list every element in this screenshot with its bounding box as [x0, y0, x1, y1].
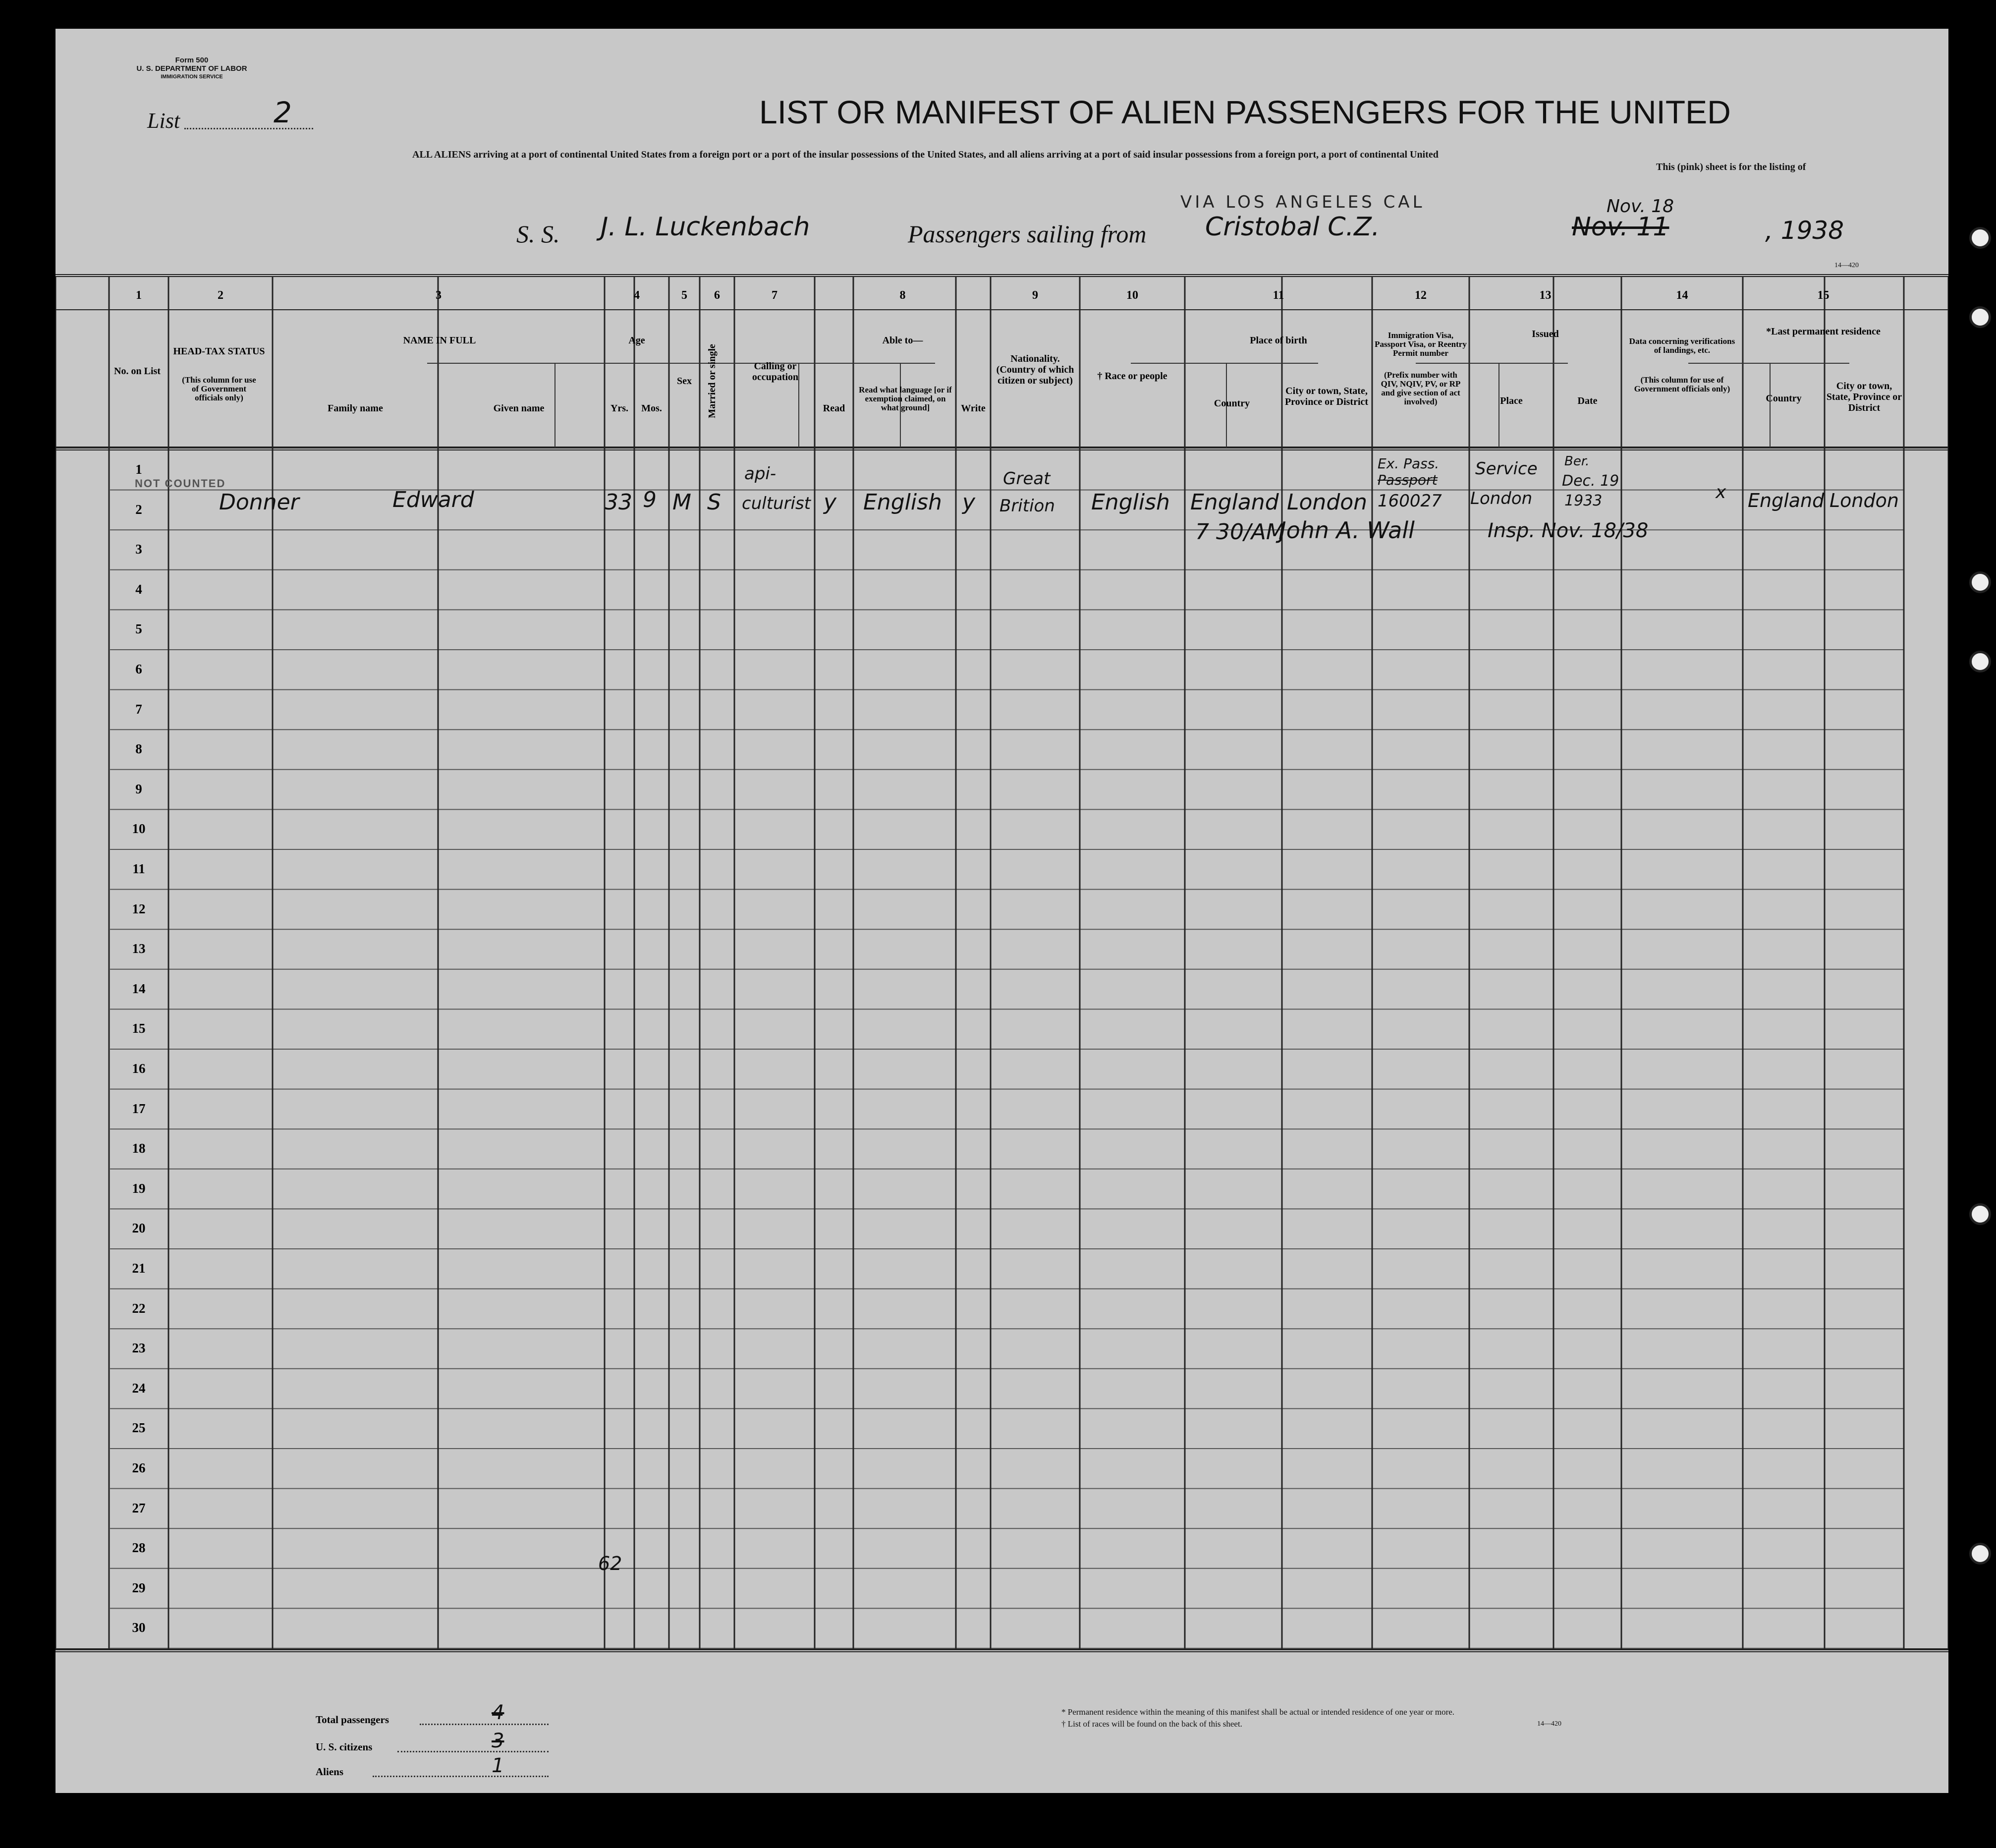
- row-number: 6: [135, 662, 142, 676]
- form-line: IMMIGRATION SERVICE: [161, 74, 223, 80]
- aliens-value: 1: [492, 1754, 504, 1777]
- col-number: 15: [1817, 289, 1830, 302]
- row-number: 9: [135, 781, 142, 796]
- row-number: 27: [132, 1500, 146, 1515]
- row-number: 26: [132, 1460, 146, 1475]
- list-line: [184, 128, 313, 129]
- visa-line-1: Ex. Pass.: [1378, 455, 1440, 472]
- total-passengers-label: Total passengers: [316, 1714, 389, 1726]
- footnote-races: † List of races will be found on the back of this sheet.: [1061, 1719, 1242, 1729]
- footer-code: 14—420: [1537, 1720, 1561, 1728]
- manifest-grid: [55, 274, 1948, 1681]
- verification-mark: x: [1716, 482, 1726, 503]
- header-yrs: Yrs.: [610, 403, 629, 414]
- ship-name: J. L. Luckenbach: [601, 212, 810, 242]
- row-number: 19: [132, 1180, 146, 1196]
- header-family-name: Family name: [328, 403, 383, 414]
- us-citizens-dots: [397, 1751, 549, 1752]
- aliens-dots: [373, 1776, 549, 1777]
- header-res-city: City or town, State, Province or District: [1826, 381, 1902, 413]
- header-issued-place: Place: [1500, 395, 1523, 406]
- col-number: 6: [714, 289, 720, 302]
- occupation-line-2: culturist: [742, 494, 811, 513]
- head-tax-stamp: NOT COUNTED: [135, 477, 226, 490]
- birth-city: London: [1287, 490, 1368, 515]
- marital-status: S: [707, 490, 721, 515]
- inspector-signature: John A. Wall: [1279, 517, 1415, 544]
- visa-line-2: Passport: [1378, 472, 1438, 488]
- header-birth-country: Country: [1214, 398, 1250, 409]
- issued-date-line-1: Ber.: [1564, 454, 1590, 469]
- header-write: Write: [961, 403, 986, 414]
- arrival-note: Nov. 18: [1607, 196, 1674, 217]
- row-number: 1: [135, 462, 142, 477]
- header-birth-city: City or town, State, Province or District: [1284, 386, 1369, 407]
- list-label: List: [147, 109, 180, 133]
- header-calling: Calling or occupation: [752, 361, 799, 383]
- row-number: 21: [132, 1261, 146, 1276]
- header-nationality: Nationality. (Country of which citizen or subject): [996, 353, 1074, 386]
- subtitle-right: This (pink) sheet is for the listing of: [1656, 162, 1806, 172]
- col-number: 7: [772, 289, 777, 302]
- binder-hole: [1969, 1543, 1991, 1565]
- header-married: Married or single: [707, 344, 718, 418]
- header-place-of-birth: Place of birth: [1250, 335, 1307, 346]
- form-line: U. S. DEPARTMENT OF LABOR: [136, 64, 247, 73]
- row-number: 12: [132, 901, 146, 916]
- header-read-language: Read what language [or if exemption claimed, on what ground]: [859, 385, 952, 412]
- row-number: 25: [132, 1420, 146, 1436]
- col-number: 8: [899, 289, 906, 302]
- us-citizens-value: 3: [492, 1730, 504, 1752]
- binder-hole: [1969, 1203, 1991, 1225]
- visa-line-3: 160027: [1378, 491, 1442, 511]
- binder-hole: [1969, 306, 1991, 328]
- page-mark: 62: [598, 1553, 622, 1574]
- aliens-label: Aliens: [316, 1766, 344, 1778]
- race: English: [1091, 490, 1170, 515]
- col-number: 13: [1539, 289, 1552, 302]
- total-passengers-value: 4: [492, 1701, 504, 1724]
- row-number: 30: [132, 1620, 146, 1635]
- ship-prefix: S. S.: [516, 220, 560, 248]
- issued-date-line-2: Dec. 19: [1562, 472, 1619, 490]
- header-no-on-list: No. on List: [114, 366, 161, 377]
- header-read: Read: [823, 403, 845, 414]
- row-number: 20: [132, 1221, 146, 1236]
- header-visa: Immigration Visa, Passport Visa, or Reentry Permit number: [1375, 331, 1467, 358]
- given-name: Edward: [392, 487, 474, 512]
- read-language: English: [863, 490, 942, 515]
- sailing-date: Nov. 11: [1572, 212, 1669, 242]
- arrival-time-annotation: 7 30/AM: [1195, 519, 1285, 545]
- header-issued: Issued: [1532, 329, 1559, 339]
- binder-hole: [1969, 651, 1991, 672]
- row-number: 2: [135, 502, 142, 517]
- via-note: VIA LOS ANGELES CAL: [1180, 192, 1425, 212]
- row-number: 16: [132, 1061, 146, 1076]
- list-number: 2: [274, 96, 292, 129]
- nationality-line-1: Great: [1003, 469, 1051, 489]
- us-citizens-label: U. S. citizens: [316, 1741, 373, 1753]
- row-number: 4: [135, 581, 142, 597]
- col-number: 4: [634, 289, 640, 302]
- col-number: 11: [1273, 289, 1284, 302]
- residence-city: London: [1830, 490, 1899, 511]
- header-able-to: Able to—: [882, 335, 923, 346]
- header-data-concerning: Data concerning verifications of landings, etc.: [1629, 336, 1735, 355]
- footnotes: [1061, 1706, 1454, 1730]
- row-number: 15: [132, 1021, 146, 1036]
- subtitle: ALL ALIENS arriving at a port of continental United States from a foreign port or a port of the insular possessions of the United States, and all aliens arriving at a port of said insular possessions from a foreign port, a port of continental United: [412, 149, 1439, 160]
- nationality-line-2: Brition: [999, 496, 1055, 516]
- row-number: 23: [132, 1341, 146, 1356]
- row-number: 8: [135, 741, 142, 757]
- col-number: 12: [1415, 289, 1427, 302]
- row-number: 3: [135, 542, 142, 557]
- header-sex: Sex: [677, 376, 692, 387]
- header-race: † Race or people: [1097, 371, 1167, 382]
- sailing-label: Passengers sailing from: [908, 220, 1147, 248]
- can-read: y: [824, 490, 837, 515]
- row-number: 7: [135, 701, 142, 717]
- col-number: 1: [136, 289, 142, 302]
- sailing-year: , 1938: [1765, 216, 1844, 245]
- header-name-in-full: NAME IN FULL: [403, 335, 476, 346]
- row-number: 14: [132, 981, 146, 996]
- col-number: 2: [218, 289, 223, 302]
- header-age: Age: [628, 335, 645, 346]
- row-number: 17: [132, 1101, 146, 1116]
- row-number: 10: [132, 821, 146, 837]
- issued-date-line-3: 1933: [1564, 492, 1603, 509]
- row-number: 18: [132, 1141, 146, 1156]
- manifest-sheet: [55, 29, 1948, 1793]
- row-number: 24: [132, 1380, 146, 1396]
- header-res-country: Country: [1766, 393, 1802, 404]
- row-number: 11: [132, 861, 145, 876]
- footnote-residence: * Permanent residence within the meaning of this manifest shall be actual or intended residence of one year or more.: [1061, 1707, 1455, 1717]
- page-title: LIST OR MANIFEST OF ALIEN PASSENGERS FOR THE UNITED: [759, 94, 1731, 130]
- row-number: 5: [135, 621, 142, 637]
- header-given-name: Given name: [493, 403, 545, 414]
- header-data-note: (This column for use of Government officials only): [1634, 375, 1730, 393]
- header-head-tax-note: (This column for use of Government officials only): [182, 375, 256, 402]
- header-mos: Mos.: [641, 403, 662, 414]
- header-head-tax: HEAD-TAX STATUS: [173, 346, 265, 357]
- family-name: Donner: [219, 490, 299, 515]
- col-number: 9: [1032, 289, 1038, 302]
- header-last-residence: *Last permanent residence: [1766, 326, 1881, 337]
- issued-place-line-2: London: [1470, 489, 1533, 508]
- form-header: [110, 56, 274, 81]
- sex: M: [672, 490, 691, 515]
- row-number: 29: [132, 1580, 146, 1595]
- can-write: y: [962, 490, 976, 515]
- header-visa-note: (Prefix number with QIV, NQIV, PV, or RP and give section of act involved): [1381, 370, 1461, 406]
- col-number: 10: [1126, 289, 1138, 302]
- total-passengers-dots: [420, 1724, 549, 1725]
- form-line: Form 500: [175, 56, 209, 64]
- issued-place-line-1: Service: [1475, 459, 1538, 479]
- age-years: 33: [605, 490, 632, 515]
- binder-hole: [1969, 227, 1991, 249]
- age-months: 9: [643, 487, 657, 512]
- inspection-annotation: Insp. Nov. 18/38: [1488, 519, 1649, 542]
- residence-country: England: [1748, 490, 1825, 511]
- birth-country: England: [1190, 490, 1279, 515]
- row-number: 13: [132, 941, 146, 956]
- stub-code: 14—420: [1834, 262, 1859, 269]
- col-number: 5: [681, 289, 687, 302]
- sailing-port: Cristobal C.Z.: [1205, 212, 1380, 242]
- header-issued-date: Date: [1577, 395, 1598, 406]
- col-number: 14: [1676, 289, 1688, 302]
- binder-hole: [1969, 571, 1991, 593]
- col-number: 3: [436, 289, 442, 302]
- row-number: 22: [132, 1300, 146, 1316]
- row-number: 28: [132, 1540, 146, 1556]
- occupation-line-1: api-: [744, 464, 776, 484]
